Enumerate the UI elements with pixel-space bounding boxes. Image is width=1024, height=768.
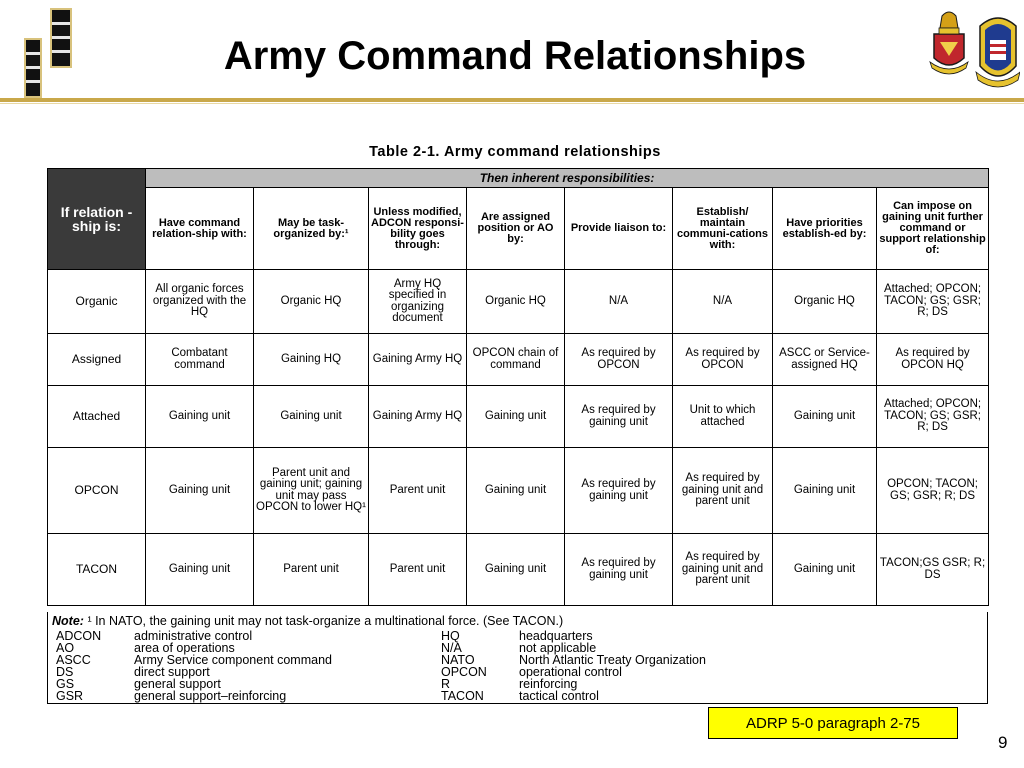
page-number: 9 bbox=[998, 733, 1008, 752]
inherent-responsibilities-header: Then inherent responsibilities: bbox=[146, 169, 989, 188]
table-cell: Gaining Army HQ bbox=[369, 386, 467, 448]
table-row bbox=[48, 534, 989, 606]
table-cell: As required by gaining unit bbox=[565, 534, 673, 606]
abbr-definition: headquarters bbox=[519, 629, 593, 643]
command-relationships-table bbox=[47, 168, 989, 606]
note-text: ¹ In NATO, the gaining unit may not task-organize a multinational force. (See TACON.) bbox=[87, 614, 564, 628]
table-cell: Army HQ specified in organizing document bbox=[369, 270, 467, 334]
table-cell: Gaining unit bbox=[467, 448, 565, 534]
abbr-definition: general support–reinforcing bbox=[134, 689, 287, 703]
table-cell: Gaining unit bbox=[146, 448, 254, 534]
table-row bbox=[48, 270, 989, 334]
abbr-definition: area of operations bbox=[134, 641, 235, 655]
table-cell: Organic HQ bbox=[467, 270, 565, 334]
row-label: Organic bbox=[48, 270, 146, 334]
abbr-definition: administrative control bbox=[134, 629, 253, 643]
header-divider bbox=[0, 98, 1024, 102]
abbr-term: AO bbox=[56, 641, 75, 655]
note-line bbox=[52, 614, 563, 628]
column-header: Unless modified, ADCON responsi-bility goes through: bbox=[369, 188, 467, 270]
abbr-term: GS bbox=[56, 677, 75, 691]
table-cell: Gaining unit bbox=[773, 386, 877, 448]
table-cell: Gaining unit bbox=[146, 534, 254, 606]
table-cell: As required by gaining unit bbox=[565, 448, 673, 534]
row-label: OPCON bbox=[48, 448, 146, 534]
column-header: Have command relation-ship with: bbox=[146, 188, 254, 270]
abbr-definition: North Atlantic Treaty Organization bbox=[519, 653, 706, 667]
row-label: TACON bbox=[48, 534, 146, 606]
table-cell: Gaining unit bbox=[146, 386, 254, 448]
column-header: Are assigned position or AO by: bbox=[467, 188, 565, 270]
abbr-term: TACON bbox=[441, 689, 484, 703]
table-cell: Parent unit and gaining unit; gaining unit may pass OPCON to lower HQ¹ bbox=[254, 448, 369, 534]
table-row bbox=[48, 386, 989, 448]
table-cell: Organic HQ bbox=[254, 270, 369, 334]
unit-crest-icons bbox=[928, 6, 1020, 101]
abbr-term: NATO bbox=[441, 653, 475, 667]
slide-title: Army Command Relationships bbox=[223, 34, 807, 78]
table-cell: As required by gaining unit and parent unit bbox=[673, 534, 773, 606]
note-label: Note: bbox=[52, 614, 84, 628]
table-cell: Attached; OPCON; TACON; GS; GSR; R; DS bbox=[877, 270, 989, 334]
column-header: Provide liaison to: bbox=[565, 188, 673, 270]
regimental-crest-icon bbox=[930, 12, 968, 74]
table-cell: Gaining unit bbox=[467, 386, 565, 448]
abbr-definition: general support bbox=[134, 677, 221, 691]
table-cell: N/A bbox=[565, 270, 673, 334]
abbr-definition: direct support bbox=[134, 665, 210, 679]
table-notes bbox=[47, 612, 988, 704]
table-caption: Table 2-1. Army command relationships bbox=[369, 144, 661, 160]
relationship-corner-header: If relation -ship is: bbox=[48, 169, 146, 270]
row-label: Attached bbox=[48, 386, 146, 448]
abbr-term: ASCC bbox=[56, 653, 91, 667]
table-cell: As required by gaining unit and parent unit bbox=[673, 448, 773, 534]
table-cell: Gaining unit bbox=[773, 448, 877, 534]
reference-callout: ADRP 5-0 paragraph 2-75 bbox=[708, 707, 958, 739]
table-cell: Gaining unit bbox=[773, 534, 877, 606]
branch-crest-icon bbox=[976, 18, 1020, 87]
table-cell: As required by OPCON bbox=[565, 334, 673, 386]
abbr-definition: not applicable bbox=[519, 641, 597, 655]
table-cell: Parent unit bbox=[369, 448, 467, 534]
abbr-term: OPCON bbox=[441, 665, 487, 679]
table-cell: Parent unit bbox=[369, 534, 467, 606]
abbr-definition: Army Service component command bbox=[134, 653, 332, 667]
table-cell: Gaining unit bbox=[254, 386, 369, 448]
table-cell: Parent unit bbox=[254, 534, 369, 606]
header-divider-shadow bbox=[0, 103, 1024, 104]
table-cell: Gaining HQ bbox=[254, 334, 369, 386]
abbr-definition: tactical control bbox=[519, 689, 599, 703]
table-cell: OPCON; TACON; GS; GSR; R; DS bbox=[877, 448, 989, 534]
rank-insignia-icon bbox=[22, 8, 82, 105]
table-cell: As required by gaining unit bbox=[565, 386, 673, 448]
abbr-term: ADCON bbox=[56, 629, 102, 643]
table-cell: Attached; OPCON; TACON; GS; GSR; R; DS bbox=[877, 386, 989, 448]
table-cell: Unit to which attached bbox=[673, 386, 773, 448]
table-cell: N/A bbox=[673, 270, 773, 334]
table-cell: Combatant command bbox=[146, 334, 254, 386]
table-cell: All organic forces organized with the HQ bbox=[146, 270, 254, 334]
table-row bbox=[48, 448, 989, 534]
table-cell: Organic HQ bbox=[773, 270, 877, 334]
abbr-term: GSR bbox=[56, 689, 84, 703]
row-label: Assigned bbox=[48, 334, 146, 386]
table-cell: As required by OPCON bbox=[673, 334, 773, 386]
column-header: Establish/ maintain communi-cations with: bbox=[673, 188, 773, 270]
column-header: Can impose on gaining unit further command or support relationship of: bbox=[877, 188, 989, 270]
table-cell: Gaining Army HQ bbox=[369, 334, 467, 386]
abbr-term: DS bbox=[56, 665, 74, 679]
table-cell: OPCON chain of command bbox=[467, 334, 565, 386]
table-cell: TACON;GS GSR; R; DS bbox=[877, 534, 989, 606]
abbr-definition: operational control bbox=[519, 665, 622, 679]
abbr-definition: reinforcing bbox=[519, 677, 578, 691]
table-row bbox=[48, 334, 989, 386]
table-cell: As required by OPCON HQ bbox=[877, 334, 989, 386]
abbr-term: HQ bbox=[441, 629, 460, 643]
table-cell: Gaining unit bbox=[467, 534, 565, 606]
table-cell: ASCC or Service-assigned HQ bbox=[773, 334, 877, 386]
abbr-term: N/A bbox=[441, 641, 462, 655]
column-header: May be task-organized by:¹ bbox=[254, 188, 369, 270]
abbr-term: R bbox=[441, 677, 451, 691]
column-header: Have priorities establish-ed by: bbox=[773, 188, 877, 270]
